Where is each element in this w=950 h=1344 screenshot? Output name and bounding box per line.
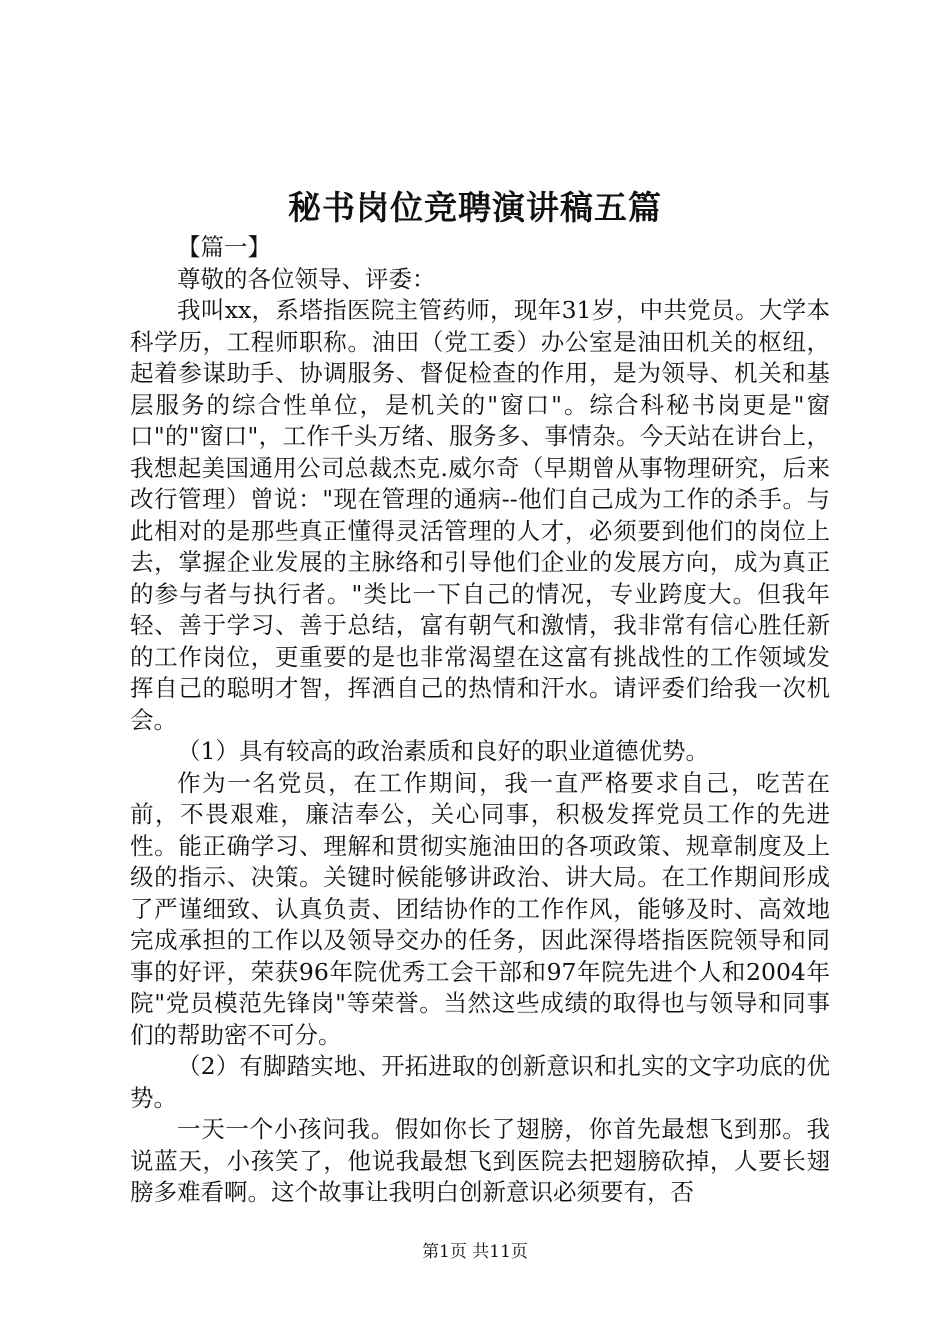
paragraph-introduction: 我叫xx，系塔指医院主管药师，现年31岁，中共党员。大学本科学历，工程师职称。油田（党工委）办公室是油田机关的枢纽，起着参谋助手、协调服务、督促检查的作用，是为领导、机关和基层服务的综合性单位，是机关的"窗口"。综合科秘书岗更是"窗口"的"窗口"，工作千头万绪、服务多、事情杂。今天站在讲台上，我想起美国通用公司总裁杰克.威尔奇（早期曾从事物理研究，后来改行管理）曾说："现在管理的通病--他们自己成为工作的杀手。与此相对的是那些真正懂得灵活管理的人才，必须要到他们的岗位上去，掌握企业发展的主脉络和引导他们企业的发展方向，成为真正的参与者与执行者。"类比一下自己的情况，专业跨度大。但我年轻、善于学习、善于总结，富有朝气和激情，我非常有信心胜任新的工作岗位，更重要的是也非常渴望在这富有挑战性的工作领域发挥自己的聪明才智，挥洒自己的热情和汗水。请评委们给我一次机会。 xyxy=(130,296,830,734)
paragraph-heading-1: （1）具有较高的政治素质和良好的职业道德优势。 xyxy=(177,737,709,765)
section-label: 【篇一】 xyxy=(177,233,271,261)
document-title: 秘书岗位竞聘演讲稿五篇 xyxy=(288,188,662,227)
paragraph-story: 一天一个小孩问我。假如你长了翅膀，你首先最想飞到那。我说蓝天，小孩笑了，他说我最想飞到医院去把翅膀砍掉，人要长翅膀多难看啊。这个故事让我明白创新意识必须要有，否 xyxy=(130,1115,830,1206)
document-body xyxy=(130,232,830,1209)
page-footer: 第1页 共11页 xyxy=(422,1242,528,1262)
paragraph-heading-2: （2）有脚踏实地、开拓进取的创新意识和扎实的文字功底的优势。 xyxy=(130,1052,830,1112)
paragraph-greeting: 尊敬的各位领导、评委： xyxy=(177,264,436,293)
paragraph-political-quality: 作为一名党员，在工作期间，我一直严格要求自己，吃苦在前，不畏艰难，廉洁奉公，关心同事，积极发挥党员工作的先进性。能正确学习、理解和贯彻实施油田的各项政策、规章制度及上级的指示、决策。关键时候能够讲政治、讲大局。在工作期间形成了严谨细致、认真负责、团结协作的工作作风，能够及时、高效地完成承担的工作以及领导交办的任务，因此深得塔指医院领导和同事的好评，荣获96年院优秀工会干部和97年院先进个人和2004年院"党员模范先锋岗"等荣誉。当然这些成绩的取得也与领导和同事们的帮助密不可分。 xyxy=(130,768,830,1049)
